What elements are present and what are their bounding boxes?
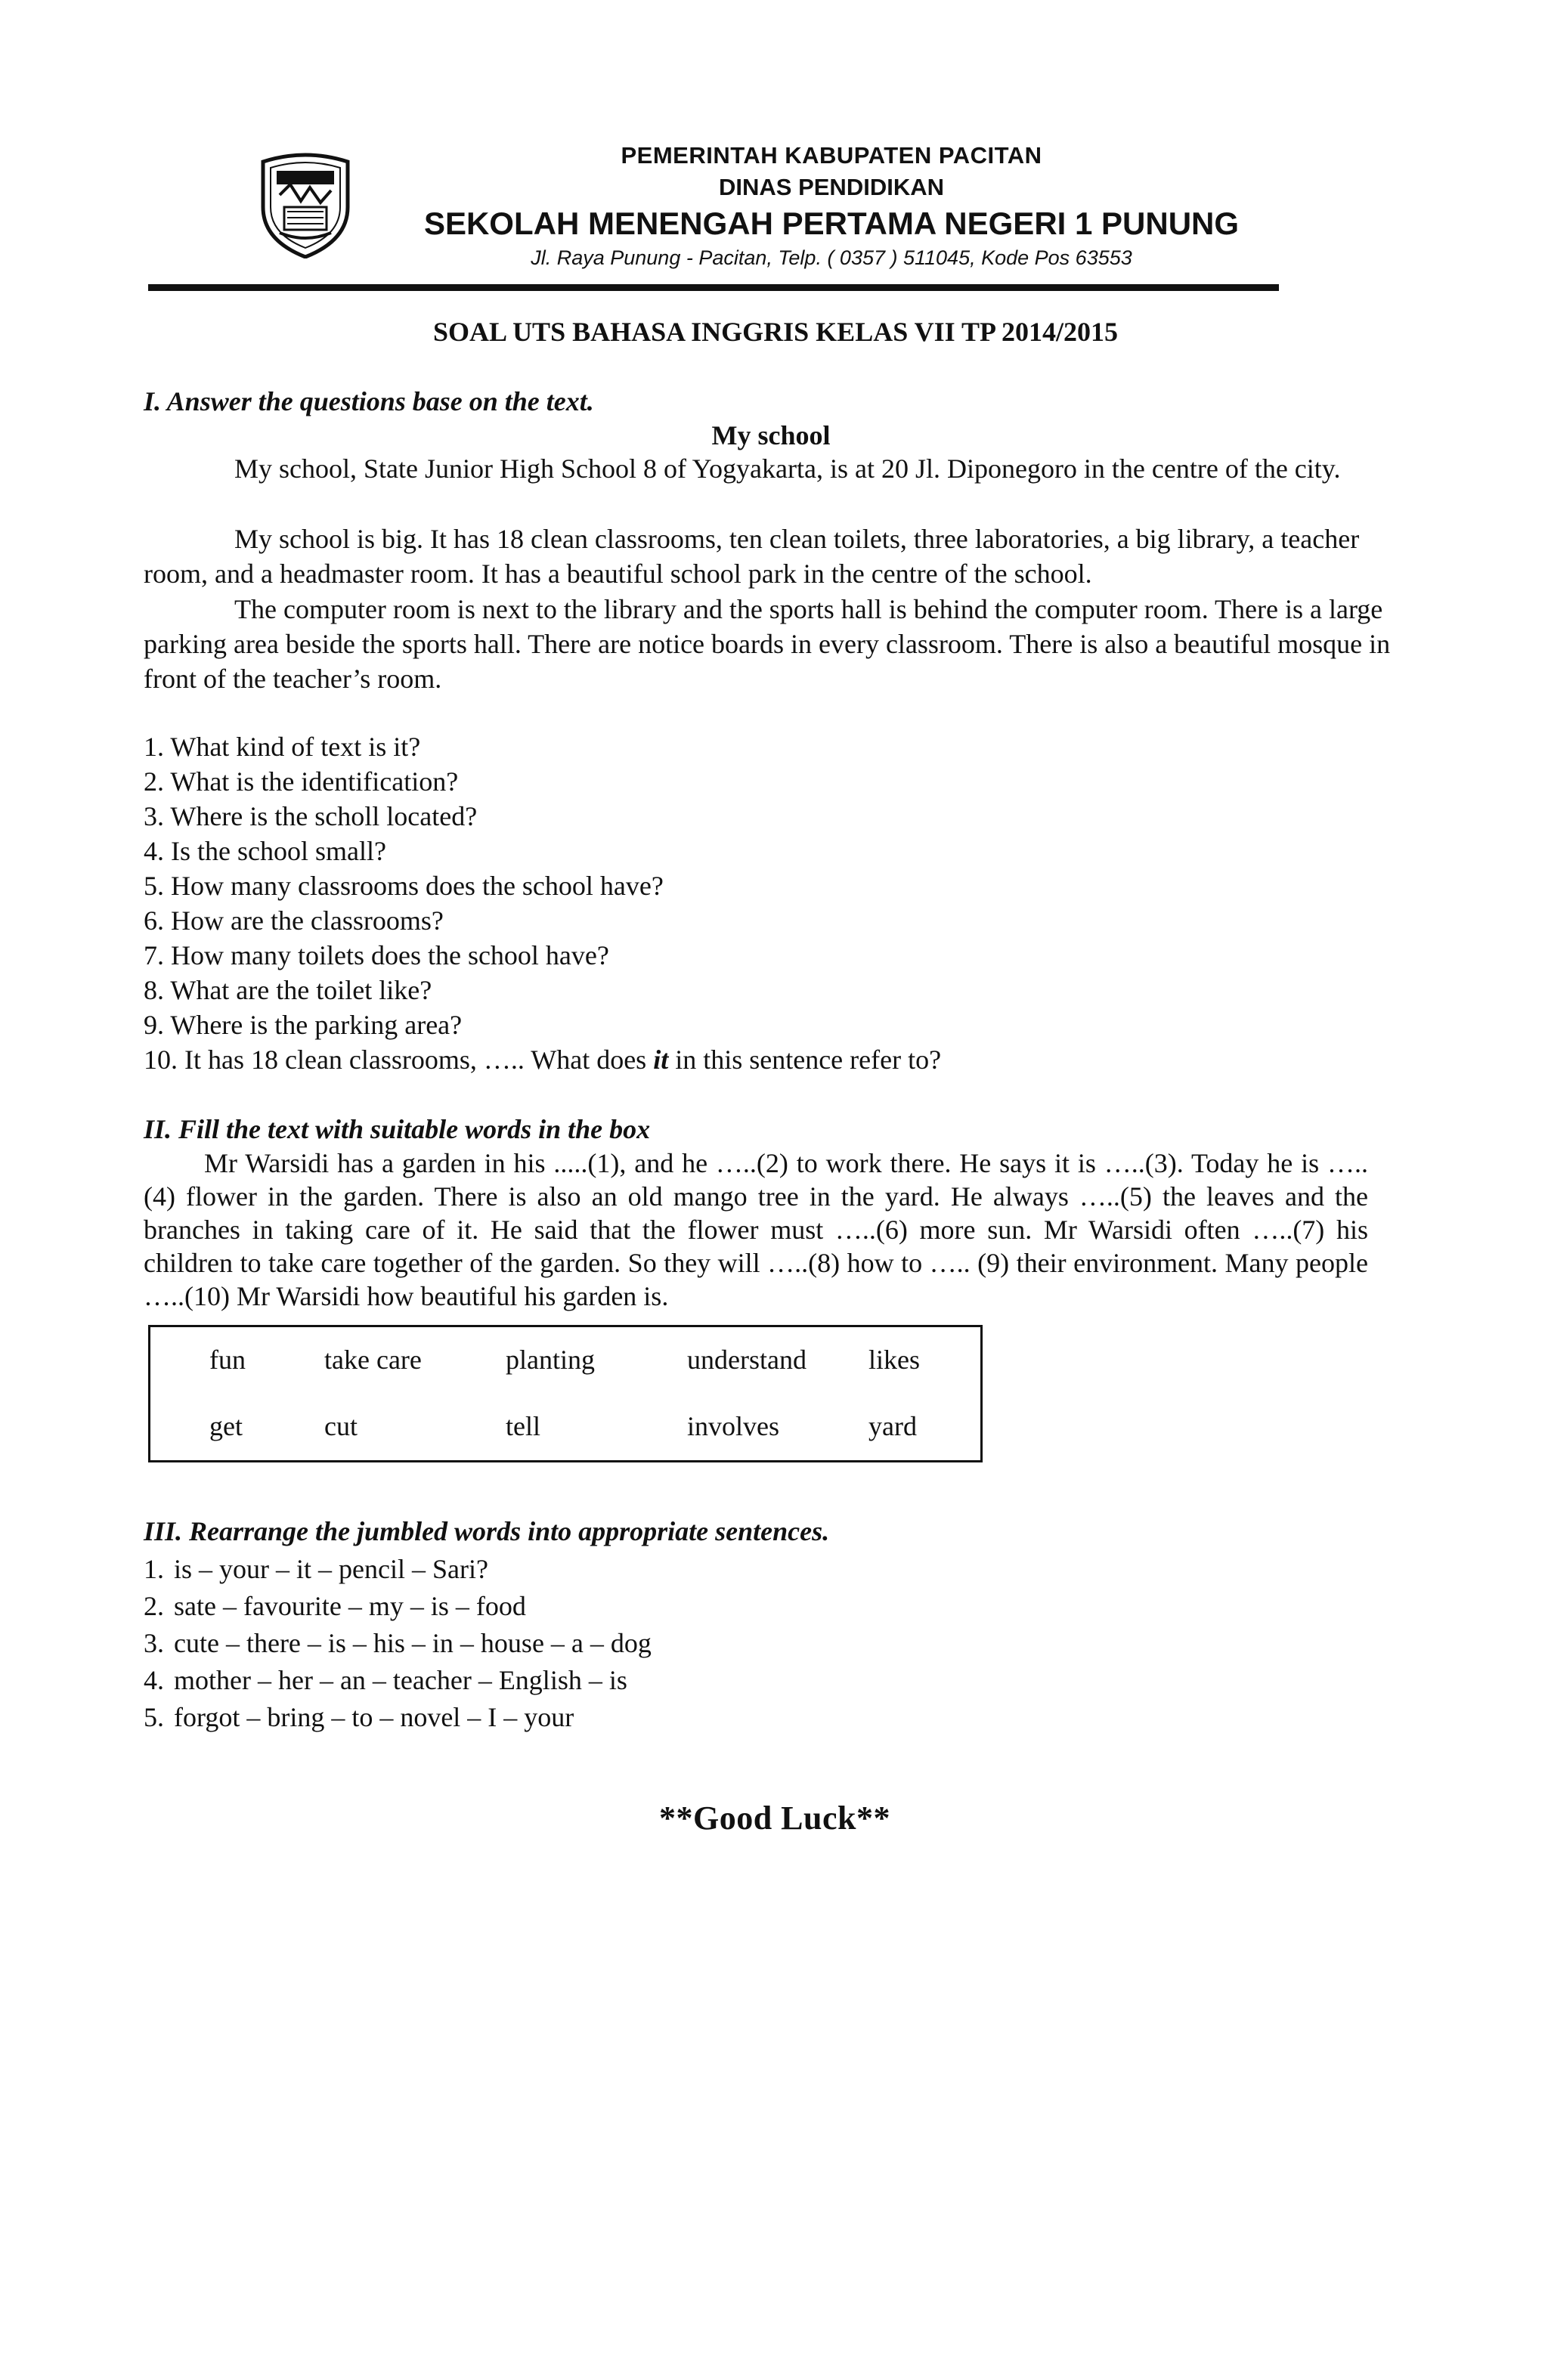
question-item: 10. It has 18 clean classrooms, ….. What does it in this sentence refer to? <box>144 1045 942 1075</box>
question-item: 2. What is the identification? <box>144 766 459 797</box>
reading-paragraph: My school, State Junior High School 8 of Yogyakarta, is at 20 Jl. Diponegoro in the centre of the city. <box>234 453 1341 484</box>
word-bank-item: fun <box>209 1345 246 1375</box>
word-bank-item: understand <box>687 1345 807 1375</box>
word-bank-item: get <box>209 1411 243 1441</box>
word-bank-item: likes <box>868 1345 920 1375</box>
word-bank-item: yard <box>868 1411 917 1441</box>
word-bank-item: involves <box>687 1411 779 1441</box>
reading-paragraph: The computer room is next to the library and the sports hall is behind the computer room. There is a large parking area beside the sports hall. There are notice boards in every classroom. There is also a beautiful mosque in front of the teacher’s room. <box>144 594 1391 694</box>
reading-text-title: My school <box>711 420 831 450</box>
cloze-paragraph: Mr Warsidi has a garden in his .....(1), and he …..(2) to work there. He says it is …..(3). Today he is …..(4) flower in the garden. There is also an old mango tree in the yard. He always …..(5) the leaves and the branches in taking care of it. He said that the flower must …..(6) more sun. Mr Warsidi often …..(7) his children to take care together of the garden. So they will …..(8) how to ….. (9) their environment. Many people …..(10) Mr Warsidi how beautiful his garden is. <box>144 1148 1368 1311</box>
question-item: 7. How many toilets does the school have? <box>144 940 609 970</box>
question-item: 4. Is the school small? <box>144 836 386 866</box>
word-bank-item: take care <box>324 1345 422 1375</box>
jumbled-list <box>144 1551 652 1736</box>
jumbled-item: 5. forgot – bring – to – novel – I – your <box>144 1702 574 1732</box>
jumbled-item: 1. is – your – it – pencil – Sari? <box>144 1554 488 1584</box>
question-item: 8. What are the toilet like? <box>144 975 432 1005</box>
question-item: 6. How are the classrooms? <box>144 905 444 936</box>
jumbled-item: 3. cute – there – is – his – in – house – a – dog <box>144 1628 652 1658</box>
reading-paragraph: My school is big. It has 18 clean classrooms, ten clean toilets, three laboratories, a big library, a teacher room, and a headmaster room. It has a beautiful school park in the centre of the school. <box>144 524 1360 589</box>
section2-heading: II. Fill the text with suitable words in the box <box>144 1114 651 1144</box>
question-item: 1. What kind of text is it? <box>144 732 421 762</box>
jumbled-item: 4. mother – her – an – teacher – English – is <box>144 1665 627 1695</box>
header-address: Jl. Raya Punung - Pacitan, Telp. ( 0357 ) 511045, Kode Pos 63553 <box>531 246 1132 269</box>
exam-title: SOAL UTS BAHASA INGGRIS KELAS VII TP 2014/2015 <box>433 317 1118 347</box>
header-government: PEMERINTAH KABUPATEN PACITAN <box>621 142 1042 169</box>
closing-good-luck: **Good Luck** <box>658 1800 890 1837</box>
word-bank-box <box>148 1325 983 1462</box>
word-bank-item: tell <box>506 1411 540 1441</box>
regency-crest-logo <box>257 148 354 258</box>
word-bank-item: cut <box>324 1411 358 1441</box>
jumbled-item: 2. sate – favourite – my – is – food <box>144 1591 526 1621</box>
header-divider <box>148 284 1279 291</box>
question-item: 9. Where is the parking area? <box>144 1010 463 1040</box>
header-department: DINAS PENDIDIKAN <box>719 174 944 200</box>
question-list <box>144 729 941 1077</box>
section1-heading: I. Answer the questions base on the text. <box>144 386 594 416</box>
question-item: 3. Where is the scholl located? <box>144 801 478 831</box>
section3-heading: III. Rearrange the jumbled words into appropriate sentences. <box>144 1516 830 1546</box>
question-item: 5. How many classrooms does the school have? <box>144 871 664 901</box>
word-bank-item: planting <box>506 1345 595 1375</box>
header-school-name: SEKOLAH MENENGAH PERTAMA NEGERI 1 PUNUNG <box>423 206 1240 241</box>
